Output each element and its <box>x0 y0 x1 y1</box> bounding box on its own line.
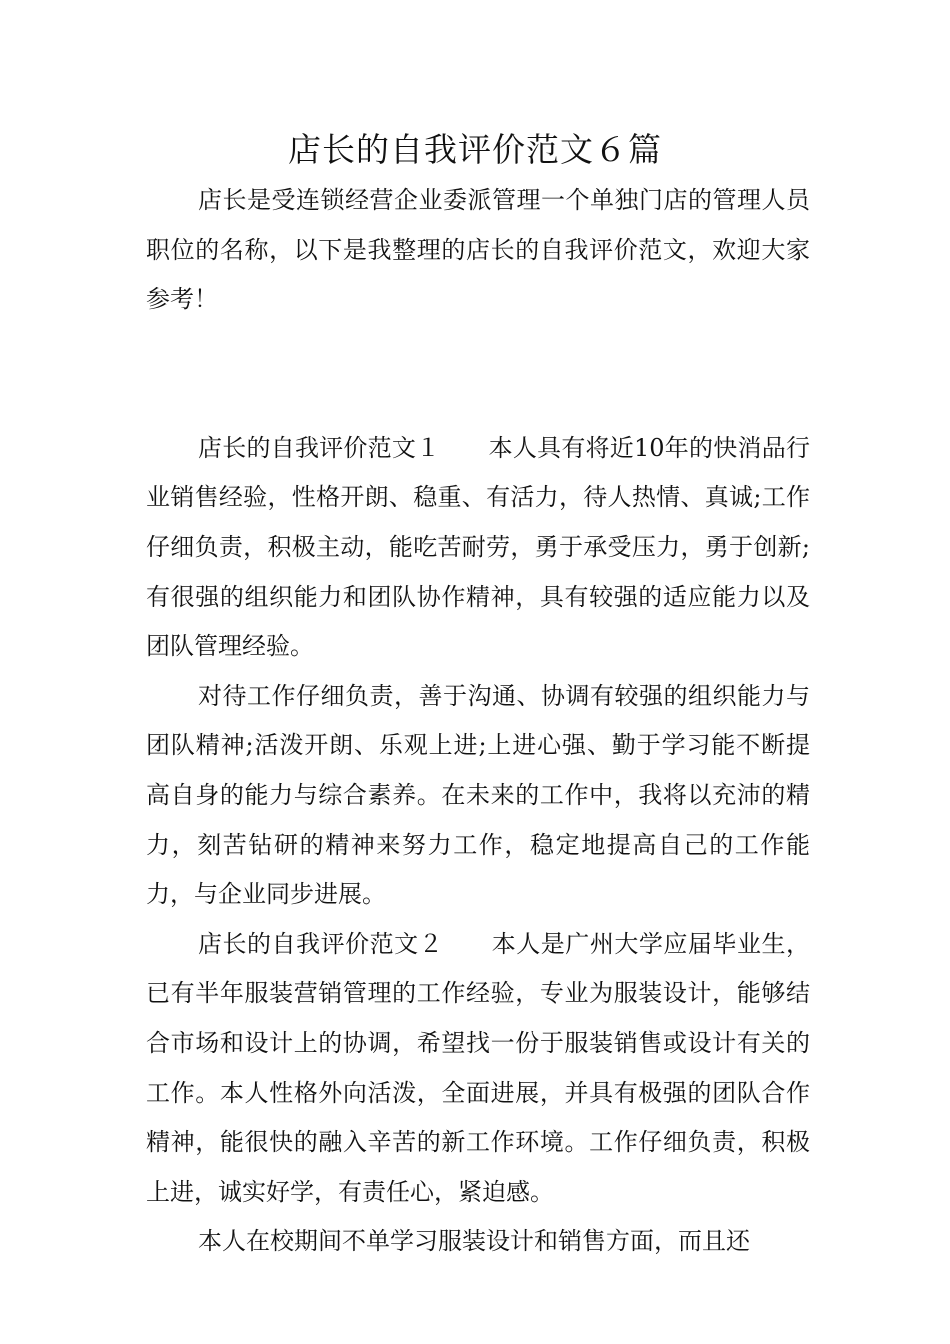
paragraph-4: 本人在校期间不单学习服装设计和销售方面，而且还 <box>198 1227 750 1256</box>
section-2-heading: 店长的自我评价范文２ <box>198 929 444 958</box>
document-title: 店长的自我评价范文６篇 <box>288 130 662 169</box>
document-body <box>146 176 810 1267</box>
section-2-text: 本人是广州大学应届毕业生，已有半年服装营销管理的工作经验，专业为服装设计，能够结合市场和设计上的协调，希望找一份于服装销售或设计有关的工作。本人性格外向活泼，全面进展，并具有极强的团队合作精神，能很快的融入辛苦的新工作环境。工作仔细负责，积极上进，诚实好学，有责任心，紧迫感。 <box>146 929 811 1206</box>
section-2-paragraph <box>146 920 810 1218</box>
intro-paragraph: 店长是受连锁经营企业委派管理一个单独门店的管理人员职位的名称，以下是我整理的店长的自我评价范文，欢迎大家参考！ <box>146 186 810 314</box>
section-1-paragraph <box>146 424 810 672</box>
blank-space <box>146 325 810 424</box>
section-1-text: 本人具有将近10年的快消品行业销售经验，性格开朗、稳重、有活力，待人热情、真诚;工作仔细负责，积极主动，能吃苦耐劳，勇于承受压力，勇于创新;有很强的组织能力和团队协作精神，具有较强的适应能力以及团队管理经验。 <box>146 433 810 661</box>
section-1-heading: 店长的自我评价范文１ <box>198 433 441 462</box>
paragraph-2: 对待工作仔细负责，善于沟通、协调有较强的组织能力与团队精神;活泼开朗、乐观上进;上进心强、勤于学习能不断提高自身的能力与综合素养。在未来的工作中，我将以充沛的精力，刻苦钻研的精神来努力工作，稳定地提高自己的工作能力，与企业同步进展。 <box>146 681 810 909</box>
